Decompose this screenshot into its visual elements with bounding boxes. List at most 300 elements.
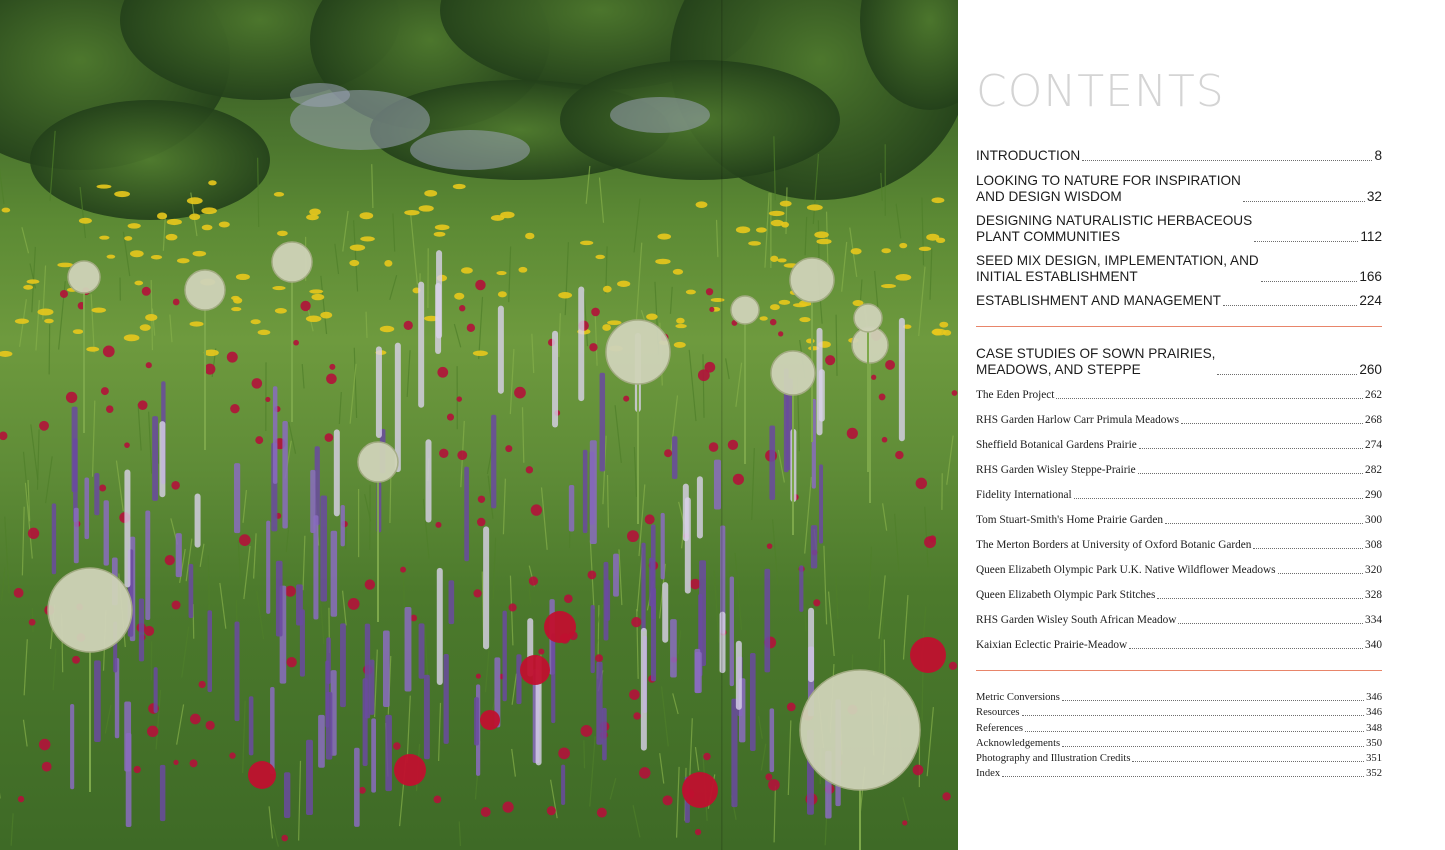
red-flower [538,649,544,655]
toc-entry-stuart-smith[interactable]: Tom Stuart-Smith's Home Prairie Garden 300 [976,514,1382,526]
grass-blade [559,313,561,357]
salvia-spike [104,500,109,565]
yellow-flower [655,259,670,265]
yellow-flower [23,285,33,290]
red-flower [787,703,796,712]
grass-blade [46,456,53,503]
grass-blade [350,364,356,424]
salvia-spike [154,667,158,713]
red-flower [768,779,780,791]
grass-blade [726,358,730,379]
grass-blade [714,571,718,643]
grass-blade [673,693,678,714]
toc-entry-metric-conversions[interactable]: Metric Conversions 346 [976,692,1382,703]
grass-blade [49,324,50,374]
grass-blade [930,249,932,300]
red-flower [825,355,835,365]
yellow-flower [602,324,611,331]
yellow-flower [881,248,891,253]
salvia-spike [551,633,555,723]
red-flower [326,373,337,384]
yellow-flower [73,329,83,334]
red-flower [473,589,481,597]
yellow-flower [380,326,394,332]
red-flower [767,543,773,549]
yellow-flower [202,225,213,231]
salvia-spike [318,715,325,768]
red-flower [29,619,36,626]
yellow-flower [27,279,40,284]
toc-entry-kaixian[interactable]: Kaixian Eclectic Prairie-Meadow 340 [976,639,1382,651]
grass-blade [24,639,27,695]
red-flower [229,752,235,758]
red-flower [437,367,448,378]
grass-blade [584,740,585,768]
grass-blade [390,275,397,300]
allium-head [48,568,132,652]
clary-sage-spike [683,484,689,542]
yellow-flower [518,267,527,273]
yellow-flower [272,286,285,290]
yellow-flower [57,263,73,268]
clary-sage-spike [437,568,443,685]
grass-blade [761,744,765,771]
toc-entry-wisley-steppe[interactable]: RHS Garden Wisley Steppe-Prairie 282 [976,464,1382,476]
red-flower [627,530,639,542]
distant-shrub [610,97,710,133]
grass-blade [512,749,516,777]
allium-head [731,296,759,324]
yellow-flower [130,250,144,257]
red-flower [581,725,593,737]
salvia-spike [602,708,607,760]
grass-blade [37,429,39,489]
red-flower [902,820,907,825]
grass-blade [302,364,304,388]
salvia-spike [160,765,165,821]
salvia-spike [694,649,700,693]
clary-sage-spike [736,641,742,710]
clary-sage-spike [195,493,201,547]
salvia-spike [340,623,346,707]
yellow-flower [673,269,683,275]
red-flower [439,449,448,458]
grass-blade [695,747,698,771]
yellow-flower [124,236,132,241]
red-flower [813,599,820,606]
toc-entry-harlow-carr[interactable]: RHS Garden Harlow Carr Primula Meadows 268 [976,414,1382,426]
red-flower [733,474,744,485]
grass-blade [257,591,264,639]
grass-blade [138,404,141,451]
yellow-flower [166,234,178,241]
grass-blade [584,291,587,346]
grass-blade [717,220,718,257]
grass-blade [752,448,755,520]
red-flower [447,414,454,421]
red-flower [623,396,629,402]
grass-blade [509,247,511,303]
red-flower [66,392,77,403]
red-flower [42,762,52,772]
red-flower [502,802,513,813]
red-flower [588,571,597,580]
yellow-flower [646,314,658,320]
red-flower [138,400,148,410]
salvia-spike [94,660,101,742]
red-flower [916,478,927,489]
grass-blade [677,767,680,838]
red-flower [949,662,957,670]
red-flower [300,301,310,311]
red-flower [509,603,517,611]
grass-blade [2,567,5,601]
red-flower [293,340,299,346]
grass-blade [149,412,152,474]
clary-sage-spike [376,346,382,438]
salvia-spike [569,485,574,532]
yellow-flower [360,212,374,219]
salvia-spike [176,533,182,577]
salvia-spike [491,415,496,509]
grass-blade [105,705,111,734]
grass-blade [244,546,250,599]
clary-sage-spike [552,331,558,428]
yellow-flower [157,213,167,220]
salvia-spike [600,373,605,472]
yellow-flower [151,255,162,259]
red-flower [882,437,888,443]
clary-sage-spike [641,628,647,751]
clary-sage-spike [662,582,668,643]
red-flower [633,712,640,719]
yellow-flower [943,330,951,336]
clary-sage-spike [578,287,584,402]
grass-blade [634,199,640,253]
grass-blade [903,595,907,659]
salvia-spike [503,611,507,702]
grass-blade [375,650,378,718]
salvia-spike [84,477,89,539]
grass-blade [922,197,924,265]
yellow-flower [0,351,12,357]
toc-entry-wisley-south-african[interactable]: RHS Garden Wisley South African Meadow 334 [976,614,1382,626]
grass-blade [788,720,791,795]
yellow-flower [760,316,768,320]
grass-blade [200,544,204,567]
salvia-spike [730,577,734,687]
grass-blade [454,324,460,347]
yellow-flower [306,315,322,322]
red-flower [703,753,710,760]
red-flower [171,481,180,490]
grass-blade [541,487,547,549]
allium-head [185,270,225,310]
grass-blade [869,547,871,610]
red-flower [597,808,607,818]
yellow-flower [44,319,54,324]
red-flower [475,280,485,290]
clary-sage-spike [159,421,165,497]
yellow-flower [931,197,944,203]
toc-entry-designing-communities[interactable]: DESIGNING NATURALISTIC HERBACEOUS PLANT COMMUNITIES 112 [976,213,1382,244]
yellow-flower [919,247,931,251]
red-flower [285,586,296,597]
grass-blade [615,405,621,463]
red-flower [124,442,130,448]
grass-blade [354,220,358,291]
red-flower [146,362,152,368]
yellow-flower [756,227,767,232]
yellow-flower [461,267,473,273]
yellow-flower [777,258,786,262]
yellow-flower [498,291,507,297]
red-scabious [544,611,576,643]
grass-blade [895,514,899,571]
grass-blade [927,707,933,776]
toc-entry-seed-mix-design[interactable]: SEED MIX DESIGN, IMPLEMENTATION, AND INITIAL ESTABLISHMENT 166 [976,253,1382,284]
toc-entry-olympic-meadows[interactable]: Queen Elizabeth Olympic Park U.K. Native Wildflower Meadows 320 [976,564,1382,576]
grass-blade [53,648,56,690]
toc-entry-fidelity[interactable]: Fidelity International 290 [976,489,1382,501]
salvia-spike [464,467,469,562]
toc-entry-references[interactable]: References 348 [976,723,1382,734]
red-flower [144,626,154,636]
toc-entry-eden-project[interactable]: The Eden Project 262 [976,389,1382,401]
yellow-flower [779,300,791,305]
yellow-flower [899,243,907,248]
toc-entry-acknowledgements[interactable]: Acknowledgements 350 [976,738,1382,749]
grass-blade [678,630,681,653]
red-flower [695,829,701,835]
grass-blade [774,786,775,842]
yellow-flower [814,231,829,238]
red-scabious [682,772,718,808]
grass-blade [827,212,828,264]
grass-blade [689,350,696,421]
yellow-flower [686,290,696,295]
yellow-flower [177,258,190,263]
grass-blade [610,778,616,799]
toc-entry-photo-credits[interactable]: Photography and Illustration Credits 351 [976,753,1382,764]
salvia-spike [769,426,775,500]
red-flower [72,656,80,664]
red-flower [281,835,288,842]
toc-entry-introduction[interactable]: INTRODUCTION 8 [976,148,1382,163]
yellow-flower [384,260,392,267]
allium-head [606,320,670,384]
red-flower [847,428,858,439]
allium-head [68,261,100,293]
yellow-flower [2,208,11,213]
yellow-flower [595,255,605,259]
clary-sage-spike [334,429,340,516]
yellow-flower [769,211,785,216]
yellow-flower [676,318,685,324]
red-flower [434,795,442,803]
red-flower [690,579,701,590]
red-flower [230,404,239,413]
toc-entry-olympic-stitches[interactable]: Queen Elizabeth Olympic Park Stitches 328 [976,589,1382,601]
yellow-flower [525,233,534,240]
red-flower [14,588,24,598]
yellow-flower [274,192,284,197]
red-flower [942,792,950,800]
yellow-flower [806,339,815,344]
grass-blade [590,737,595,807]
yellow-flower [350,244,365,250]
red-flower [190,714,201,725]
toc-entry-resources[interactable]: Resources 346 [976,707,1382,718]
red-flower [199,681,206,688]
yellow-flower [675,324,686,328]
grass-blade [220,583,226,629]
yellow-flower [500,212,514,219]
grass-blade [947,436,953,485]
yellow-flower [236,274,250,280]
grass-blade [773,519,778,584]
red-flower [529,576,538,585]
red-flower [631,617,641,627]
grass-blade [31,424,38,479]
salvia-spike [70,704,74,789]
grass-blade [339,392,341,424]
grass-blade [24,452,29,506]
yellow-flower [603,286,612,293]
grass-blade [93,401,95,477]
red-flower [477,518,486,527]
red-flower [190,759,198,767]
clary-sage-spike [899,318,905,441]
red-flower [456,396,462,402]
grass-blade [512,674,516,705]
red-flower [913,765,924,776]
grass-blade [503,479,505,535]
grass-blade [407,696,410,763]
yellow-flower [939,322,948,328]
red-flower [664,449,672,457]
yellow-flower [748,241,761,246]
grass-blade [803,575,806,632]
grass-blade [634,447,636,497]
yellow-flower [204,349,219,356]
red-flower [709,442,719,452]
red-flower [393,742,401,750]
red-flower [478,496,485,503]
yellow-flower [309,208,321,215]
red-flower [252,378,263,389]
salvia-spike [383,631,390,707]
salvia-spike [590,440,597,544]
toc-entry-case-studies[interactable]: CASE STUDIES OF SOWN PRAIRIES, MEADOWS, AND STEPPE 260 [976,346,1382,377]
allium-head [771,351,815,395]
salvia-spike [770,708,775,772]
yellow-flower [107,255,116,259]
grass-blade [393,213,395,251]
yellow-flower [881,284,896,288]
grass-blade [532,334,534,373]
grass-blade [407,350,410,397]
salvia-spike [189,564,194,618]
toc-entry-sheffield[interactable]: Sheffield Botanical Gardens Prairie 274 [976,439,1382,451]
red-flower [435,522,441,528]
grass-blade [273,824,279,846]
salvia-spike [94,473,99,515]
yellow-flower [657,234,671,240]
red-flower [531,504,542,515]
salvia-spike [516,654,521,704]
red-flower [929,535,936,542]
yellow-flower [189,214,200,220]
grass-blade [238,540,240,581]
grass-blade [824,546,827,625]
yellow-flower [617,281,630,287]
red-flower [698,369,710,381]
yellow-flower [580,241,593,246]
toc-entry-merton-borders[interactable]: The Merton Borders at University of Oxford Botanic Garden 308 [976,539,1382,551]
grass-blade [22,507,24,576]
red-flower [103,345,115,357]
red-flower [505,445,512,452]
red-scabious [394,754,426,786]
contents-heading: CONTENTS [976,66,1225,117]
yellow-flower [781,222,789,228]
red-flower [359,787,366,794]
red-flower [639,767,650,778]
red-flower [265,397,270,402]
grass-blade [170,315,172,343]
red-flower [173,299,180,306]
red-flower [459,305,465,311]
grass-blade [736,363,742,407]
toc-entry-index[interactable]: Index 352 [976,768,1382,779]
grass-blade [459,821,460,846]
salvia-spike [354,748,360,827]
salvia-spike [714,460,721,510]
salvia-spike [331,531,337,617]
yellow-flower [277,231,288,237]
toc-entry-establishment[interactable]: ESTABLISHMENT AND MANAGEMENT 224 [976,293,1382,308]
toc-entry-looking-to-nature[interactable]: LOOKING TO NATURE FOR INSPIRATION AND DESIGN WISDOM 32 [976,173,1382,204]
clary-sage-spike [425,439,431,522]
distant-shrub [290,83,350,107]
red-flower [28,528,39,539]
yellow-flower [320,312,332,319]
yellow-flower [114,191,130,197]
red-flower [39,739,51,751]
yellow-flower [349,260,359,266]
grass-blade [208,555,209,609]
grass-blade [335,244,339,274]
salvia-spike [365,624,370,719]
salvia-spike [276,561,283,637]
yellow-flower [231,307,241,311]
grass-blade [879,616,884,675]
yellow-flower [201,207,217,214]
grass-blade [836,575,838,618]
grass-blade [303,536,305,590]
salvia-spike [672,436,677,479]
yellow-flower [895,274,911,281]
grass-blade [522,407,523,463]
red-flower [101,387,109,395]
yellow-flower [736,226,750,233]
yellow-flower [79,218,92,224]
grass-blade [660,753,664,783]
yellow-flower [851,248,862,254]
grass-blade [903,797,909,820]
red-flower [106,405,114,413]
